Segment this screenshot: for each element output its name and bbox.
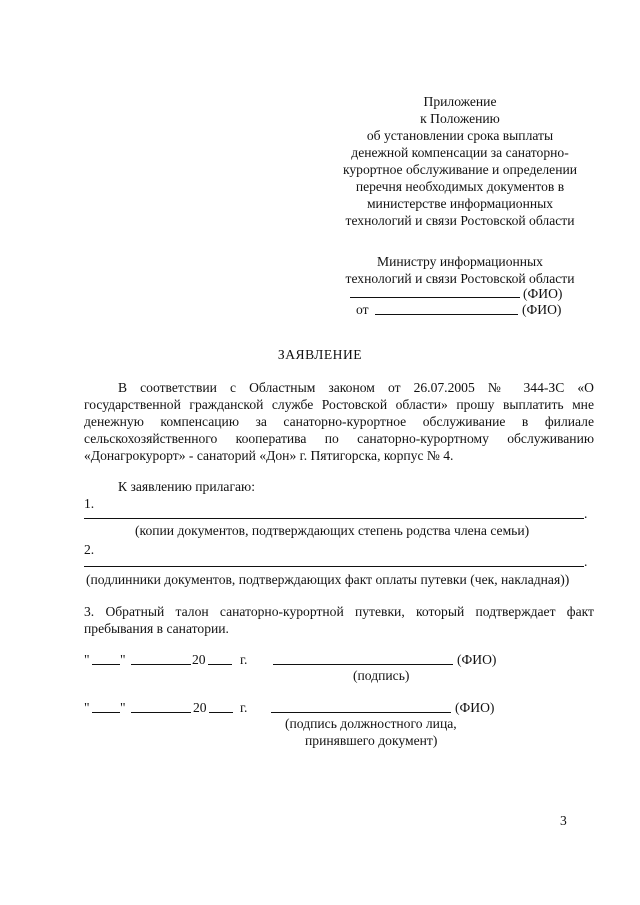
from-label: от [356,302,369,317]
item-2-number: 2. [84,542,95,557]
item-2-field[interactable] [84,566,584,567]
sig1-signature-field[interactable] [273,664,453,665]
sig2-caption-line-2: принявшего документ) [305,733,438,748]
item-1-field[interactable] [84,518,584,519]
addressee-fio-label: (ФИО) [523,286,563,301]
appendix-line: об установлении срока выплаты [366,128,554,143]
appendix-line: курортное обслуживание и определении [342,162,578,177]
sig1-quote-open: " [84,652,90,667]
sig2-year-suffix: г. [240,700,248,715]
addressee-line-2: технологий и связи Ростовской области [345,271,575,286]
appendix-line: к Положению [420,111,500,126]
item-3-line-2: пребывания в санатории. [84,621,229,636]
appendix-line: Приложение [423,94,497,109]
from-fio-field[interactable] [375,314,518,315]
paragraph-line: «Донагрокурорт» - санаторий «Дон» г. Пятигорска, корпус № 4. [84,448,454,463]
sig1-quote-close: " [120,652,126,667]
sig2-year-prefix: 20 [193,700,207,715]
sig2-month-field[interactable] [131,712,191,713]
sig1-year-field[interactable] [208,664,232,665]
document-title: ЗАЯВЛЕНИЕ [277,347,363,362]
appendix-line: технологий и связи Ростовской области [345,213,575,228]
sig1-day-field[interactable] [92,664,120,665]
addressee-line-1: Министру информационных [377,254,543,269]
sig1-month-field[interactable] [131,664,191,665]
sig2-signature-field[interactable] [271,712,451,713]
item-2-note: (подлинники документов, подтверждающих факт оплаты путевки (чек, накладная)) [86,572,570,587]
request-paragraph [84,379,594,464]
sig2-caption-line-1: (подпись должностного лица, [285,716,457,731]
sig2-quote-close: " [120,700,126,715]
item-1-number: 1. [84,496,95,511]
item-1-note: (копии документов, подтверждающих степень родства члена семьи) [135,523,530,538]
item-3-line-1: 3. Обратный талон санаторно-курортной путевки, который подтверждает факт [84,604,594,619]
paragraph-line: государственной гражданской службе Ростовской области» прошу выплатить мне [84,397,594,412]
sig2-fio-label: (ФИО) [455,700,495,715]
attachments-intro: К заявлению прилагаю: [118,479,255,494]
sig1-fio-label: (ФИО) [457,652,497,667]
addressee-block [300,253,620,287]
appendix-line: перечня необходимых документов в [355,179,565,194]
sig2-quote-open: " [84,700,90,715]
appendix-line: министерстве информационных [366,196,554,211]
item-1-period: . [584,506,588,521]
paragraph-line: сельскохозяйственного кооператива по санаторно-курортному обслуживанию [84,431,594,446]
appendix-line: денежной компенсации за санаторно- [351,145,569,160]
from-fio-label: (ФИО) [522,302,562,317]
paragraph-line: денежную компенсацию за санаторно-курортное обслуживание в филиале [84,414,594,429]
paragraph-line: В соответствии с Областным законом от 26.07.2005 № 344-ЗС «О [118,380,594,395]
addressee-fio-field[interactable] [350,297,520,298]
page-number: 3 [560,813,567,828]
item-2-period: . [584,554,588,569]
appendix-header [300,93,620,229]
sig1-year-suffix: г. [240,652,248,667]
sig1-year-prefix: 20 [192,652,206,667]
sig1-caption: (подпись) [353,668,410,683]
sig2-year-field[interactable] [209,712,233,713]
sig2-day-field[interactable] [92,712,120,713]
